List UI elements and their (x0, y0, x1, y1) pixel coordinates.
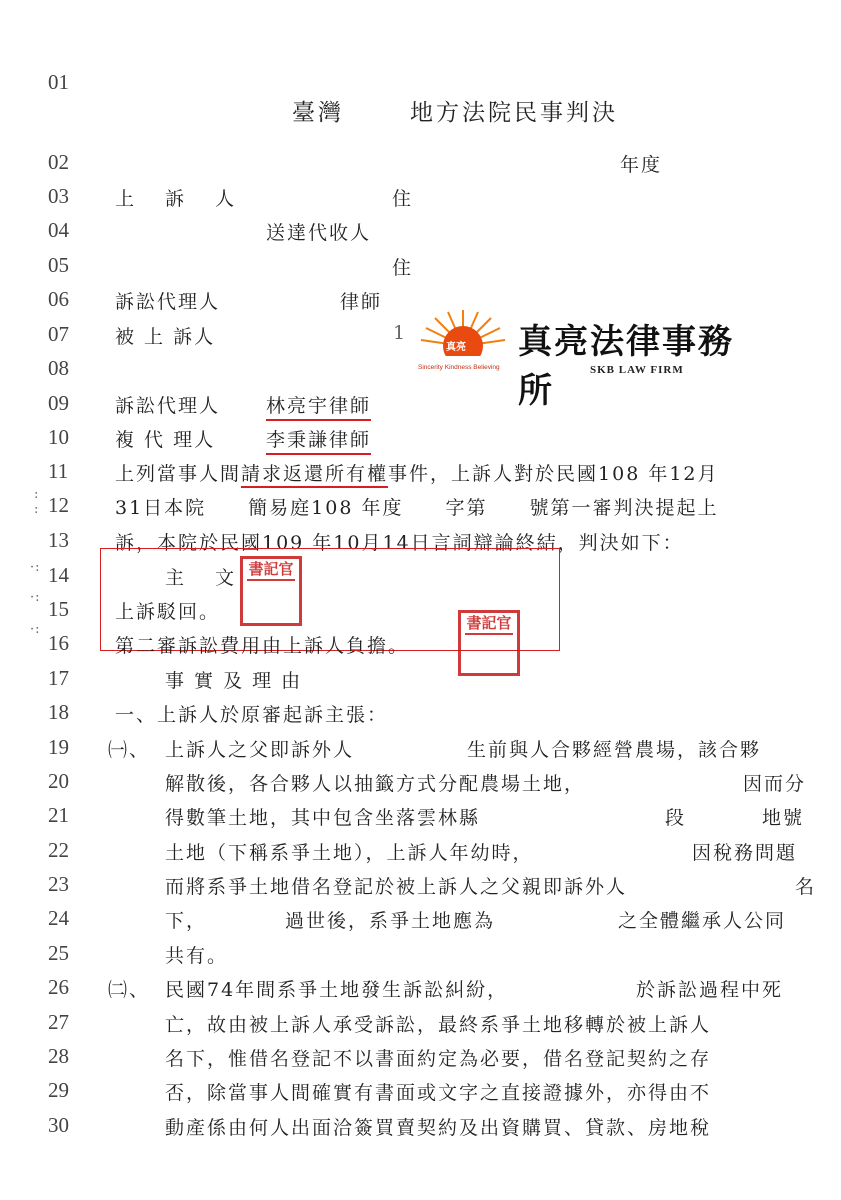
agent-residence: 住 (392, 257, 414, 279)
body-line-22b: 因稅務問題 (692, 842, 798, 864)
line-number: 04 (48, 218, 69, 242)
body-line-24a: 下， (165, 910, 208, 932)
case-year: 年度 (620, 154, 663, 176)
line-number: 23 (48, 872, 69, 896)
line-number: 26 (48, 975, 69, 999)
line-number: 30 (48, 1113, 69, 1137)
body-line-23b: 名 (795, 876, 817, 898)
body-line-23a: 而將系爭土地借名登記於被上訴人之父親即訴外人 (165, 876, 628, 898)
service-agent-label: 送達代收人 (266, 222, 372, 244)
body-line-24b: 過世後，系爭土地應為 (285, 910, 496, 932)
case-cause: 請求返還所有權 (241, 463, 388, 488)
line-number: 08 (48, 356, 69, 380)
line-number: 10 (48, 425, 69, 449)
body-line-25: 共有。 (165, 945, 229, 967)
body-line-20a: 解散後，各合夥人以抽籤方式分配農場土地， (165, 773, 586, 795)
line-number: 27 (48, 1010, 69, 1034)
appellee-counsel-name: 林亮宇律師 (266, 391, 371, 421)
line-number: 18 (48, 700, 69, 724)
binding-dots: ·: (30, 560, 41, 575)
deputy-counsel-label: 複 代 理人 (115, 429, 216, 451)
court-name-prefix: 臺灣 (292, 100, 344, 126)
binding-dots: ·: (30, 590, 41, 605)
line-number: 16 (48, 631, 69, 655)
body-line-26b: 於訴訟過程中死 (636, 979, 784, 1001)
body-line-21c: 地號 (762, 807, 805, 829)
facts-heading: 事 實 及 理 由 (165, 670, 303, 692)
ruling-dismissed: 上訴駁回。 (115, 601, 221, 623)
line-number: 05 (48, 253, 69, 277)
ruling-costs: 第二審訴訟費用由上訴人負擔。 (115, 635, 410, 657)
binding-dots: : : (34, 487, 40, 517)
appellee-mark: 1 (393, 322, 408, 344)
body-line-27: 亡，故由被上訴人承受訴訟，最終系爭土地移轉於被上訴人 (165, 1014, 712, 1036)
body-line-20b: 因而分 (743, 773, 807, 795)
line-number: 12 (48, 493, 69, 517)
binding-dots: ·: (30, 622, 41, 637)
appellant-counsel-label: 訴訟代理人 (115, 291, 221, 313)
body-line-22a: 土地（下稱系爭土地），上訴人年幼時， (165, 842, 534, 864)
line-number: 02 (48, 150, 69, 174)
line-number: 17 (48, 666, 69, 690)
body-line-11 (115, 459, 719, 486)
body-line-13: 訴，本院於民國109 年10月14日言詞辯論終結，判決如下： (115, 532, 684, 554)
line-number: 06 (48, 287, 69, 311)
body-line-19b: 生前與人合夥經營農場，該合夥 (467, 739, 762, 761)
line-number: 25 (48, 941, 69, 965)
logo-english-name: SKB LAW FIRM (590, 364, 684, 376)
body-line-21a: 得數筆土地，其中包含坐落雲林縣 (165, 807, 481, 829)
line-number: 22 (48, 838, 69, 862)
line-number: 15 (48, 597, 69, 621)
item-marker-1: ㈠、 (108, 739, 151, 761)
body-line-18: 一、上訴人於原審起訴主張： (115, 704, 389, 726)
law-firm-logo (418, 308, 768, 411)
line-number: 29 (48, 1078, 69, 1102)
appellee-label: 被 上 訴人 (115, 326, 216, 348)
logo-sun-word: 真亮 (446, 342, 466, 353)
line-number: 13 (48, 528, 69, 552)
line-number: 09 (48, 391, 69, 415)
appellant-residence: 住 (392, 188, 414, 210)
line-number: 03 (48, 184, 69, 208)
line-number: 11 (48, 459, 69, 483)
body-line-28: 名下，惟借名登記不以書面約定為必要，借名登記契約之存 (165, 1048, 712, 1070)
line-number: 21 (48, 803, 69, 827)
parties-intro: 上列當事人間 (115, 463, 242, 485)
body-line-19a: 上訴人之父即訴外人 (165, 739, 355, 761)
body-line-24c: 之全體繼承人公同 (618, 910, 787, 932)
logo-firm-name: 真亮法律事務所 (518, 322, 734, 411)
body-line-26a: 民國74年間系爭土地發生訴訟糾紛， (165, 979, 509, 1001)
logo-tagline: Sincerity Kindness Believing (418, 364, 500, 371)
deputy-counsel-name: 李秉謙律師 (266, 425, 371, 455)
body-line-30: 動產係由何人出面洽簽買賣契約及出資購買、貸款、房地稅 (165, 1117, 712, 1139)
body-line-29: 否，除當事人間確實有書面或文字之直接證據外，亦得由不 (165, 1082, 712, 1104)
clerk-seal-1: 書記官 (240, 556, 302, 626)
document-title: 地方法院民事判決 (410, 100, 618, 126)
line-number: 28 (48, 1044, 69, 1068)
line-number: 19 (48, 735, 69, 759)
line-number: 01 (48, 70, 69, 94)
body-line-12: 31日本院 簡易庭108 年度 字第 號第一審判決提起上 (115, 497, 719, 519)
clerk-seal-2: 書記官 (458, 610, 520, 676)
appellee-counsel-label: 訴訟代理人 (115, 395, 221, 417)
line-number: 20 (48, 769, 69, 793)
item-marker-2: ㈡、 (108, 979, 151, 1001)
line-number: 14 (48, 563, 69, 587)
appellant-counsel-suffix: 律師 (340, 291, 383, 313)
line-number: 07 (48, 322, 69, 346)
appeal-statement: 事件，上訴人對於民國108 年12月 (388, 463, 719, 485)
main-text-heading: 主 文 (165, 567, 241, 589)
line-number: 24 (48, 906, 69, 930)
appellant-label: 上 訴 人 (115, 188, 241, 210)
body-line-21b: 段 (665, 807, 687, 829)
